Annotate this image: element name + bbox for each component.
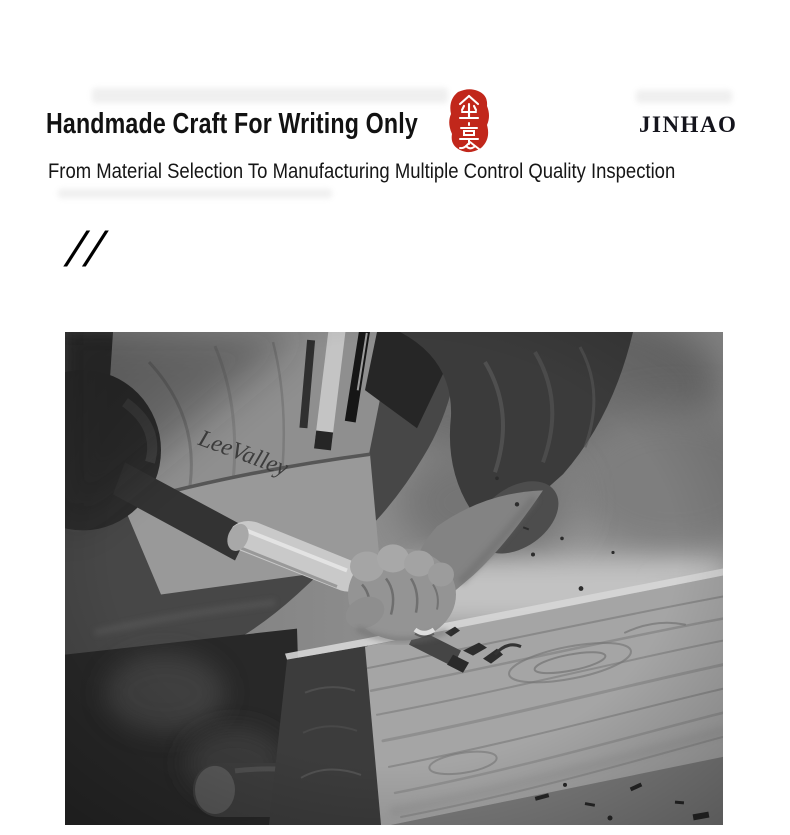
- subtitle-text: From Material Selection To Manufacturing Multiple Control Quality Inspection: [48, 160, 676, 183]
- jinhao-seal-icon: [447, 87, 491, 155]
- decorative-slashes: //: [64, 223, 111, 277]
- ghost-text-bar: [92, 88, 448, 103]
- craftsman-photo: [65, 332, 723, 825]
- ghost-text-bar: [58, 189, 332, 198]
- ghost-text-bar: [636, 90, 732, 103]
- page-title: Handmade Craft For Writing Only: [46, 108, 418, 140]
- brand-name: JINHAO: [639, 112, 738, 137]
